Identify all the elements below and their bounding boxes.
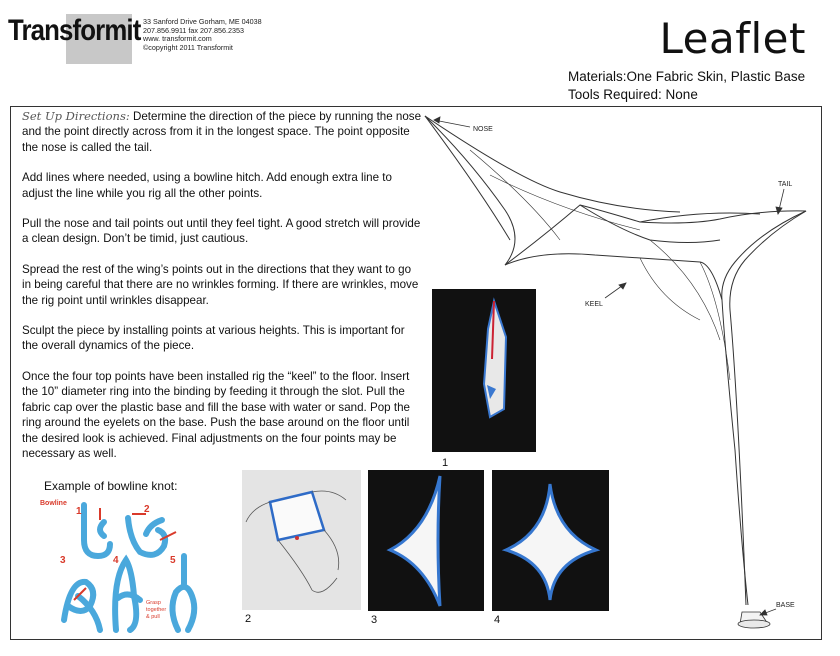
directions-paragraph-4: Spread the rest of the wing’s points out in the directions that they want to go in being careful that there are no wrinkles forming. If there are wrinkles, move the rig point until wrinkles disappear. <box>22 262 419 307</box>
base-label: BASE <box>776 602 795 609</box>
tools-line: Tools Required: None <box>568 87 698 102</box>
bowline-illustration <box>40 500 194 630</box>
bowline-title: Bowline <box>40 500 67 507</box>
bowline-step-2: 2 <box>144 504 150 515</box>
directions-text-1: Determine the direction of the piece by running the nose and the point directly across from it in the longest space. The point opposite the nose is called the tail. <box>22 110 422 154</box>
bowline-step-3: 3 <box>60 555 66 566</box>
grasp-label-3: & pull <box>146 614 160 620</box>
photo-label-1: 1 <box>442 457 449 469</box>
setup-label: Set Up Directions: <box>22 109 130 123</box>
directions-paragraph-3: Pull the nose and tail points out until they feel tight. A good stretch will provide a clean design. Don’t be timid, just cautious. <box>22 217 421 246</box>
website-line: www. transformit.com <box>143 34 212 44</box>
nose-label: NOSE <box>473 126 493 133</box>
materials-line: Materials:One Fabric Skin, Plastic Base <box>568 69 806 84</box>
directions-paragraph-2: Add lines where needed, using a bowline hitch. Add enough extra line to adjust the line while you rig all the other points. <box>22 171 392 200</box>
copyright-line: ©copyright 2011 Transformit <box>143 42 233 52</box>
bowline-caption: Example of bowline knot: <box>44 479 178 493</box>
grasp-label-1: Grasp <box>146 600 161 606</box>
bowline-step-5: 5 <box>170 555 176 566</box>
bowline-step-1: 1 <box>76 506 82 517</box>
page-title: Leaflet <box>659 14 806 63</box>
phone-line: 207.856.9911 fax 207.856.2353 <box>143 25 244 35</box>
photo-label-3: 3 <box>371 614 378 626</box>
directions-paragraph-6: Once the four top points have been installed rig the “keel” to the floor. Insert the 10” diameter ring into the binding by feeding it through the slot. Pull the fabric cap over the plastic base and fill the base with water or sand. Pop the ring around the eyelets on the base. Push the base around on the floor until the desired look is achieved. Final adjustments on the four points may be necessary as well. <box>22 369 410 460</box>
grasp-label-2: together <box>146 607 167 613</box>
photo-label-4: 4 <box>494 614 501 626</box>
keel-label: KEEL <box>585 301 603 308</box>
bowline-step-4: 4 <box>113 555 119 566</box>
logo-text: Transformit <box>8 14 141 47</box>
address-line: 33 Sanford Drive Gorham, ME 04038 <box>143 17 262 26</box>
photo-label-2: 2 <box>245 613 252 625</box>
tail-label: TAIL <box>778 181 793 188</box>
directions-paragraph-5: Sculpt the piece by installing points at various heights. This is important for the overall dynamics of the piece. <box>22 324 405 353</box>
